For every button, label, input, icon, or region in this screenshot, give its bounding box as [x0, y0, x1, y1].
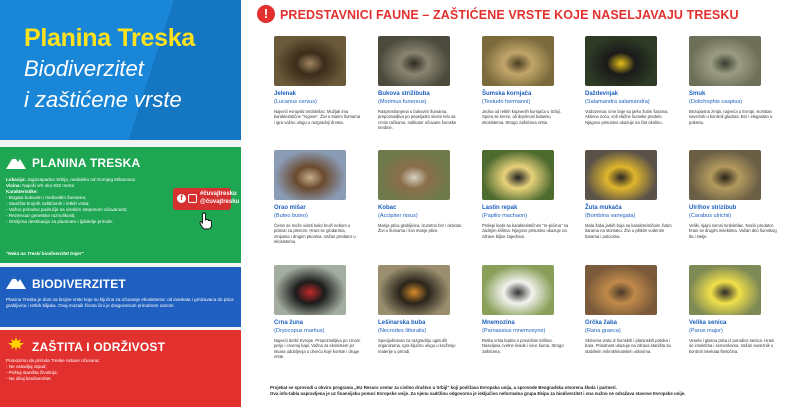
- footer-line1: Projekat se sprovodi u okviru programa „EU Resurs centar za civilno društvo u Srbiji" koji podržava Evropska unija, a sprovode Beogradska otvorena škola i partneri.: [270, 385, 617, 390]
- list-item: - Bogata bukovim i mešovitim šumama;: [6, 195, 166, 201]
- species-name: Velika senica: [689, 320, 727, 326]
- species-description: Veliki, sjajni zemni tvrdokrilac. Noćni predator, hrani se drugim insektima. Važan deo šumskog tla i stelje.: [689, 223, 777, 239]
- species-description: Manja ptica grabljivica, izuzetno brz i okretan. Živi u šumama i lovi manje ptice.: [378, 223, 463, 234]
- species-name: Mnemozina: [482, 320, 515, 326]
- footer-line2: Ova info-tabla napravljena je uz finansijsku pomoć Evropske unije. Za njenu sadržinu odgovorna je isključivo neformalna grupa Ekipa za biodiverzitet i ona nužno ne odražava stavove Evropske unije.: [270, 391, 686, 396]
- species-name: Bukova strižibuba: [378, 91, 430, 97]
- species-latin-name: (Testudo hermanni): [482, 99, 531, 105]
- woodpecker-image: [274, 265, 346, 315]
- species-description: Retka vrsta leptira s providnim krilima. Naseljava cvetne livade i ivice šuma. Strogo zaštićena.: [482, 338, 564, 354]
- species-description: Prelepi leptir sa karakterističnim "re-pićima" na zadnjim krilima. Njegovo prisustvo ukazuje na zdrave biljne zajednice.: [482, 223, 569, 239]
- species-description: Najveći evropski tvrdokrilac. Mužjak ima karakteristične "rogove". Živi u starim šumama i igra važnu ulogu u razgradnji drveta.: [274, 109, 361, 125]
- species-latin-name: (Dolichophis caspius): [689, 99, 743, 105]
- species-name: Lešinarska buba: [378, 320, 426, 326]
- hand-cursor-icon: [199, 212, 213, 230]
- species-name: Orao mišar: [274, 205, 306, 211]
- species-latin-name: (Accipiter nisus): [378, 213, 418, 219]
- apollo-butterfly-image: [482, 265, 554, 315]
- list-item: - Omiljena destinacija za planinare i ljubitelje prirode.: [6, 219, 166, 225]
- instagram-icon[interactable]: [188, 194, 197, 203]
- zastita-body: [6, 358, 156, 382]
- planina-note: "Neka na Treski biodiverzitet traje!": [6, 251, 84, 256]
- karakteristike-label: Karakteristike:: [6, 189, 38, 194]
- buzzard-image: [274, 150, 346, 200]
- page-subtitle-line1: Biodiverzitet: [24, 56, 144, 81]
- species-description: Jedna od retkih kopnenih kornjača u Srbiji. Spora se kreće, ali doprinosi balansu ekosistema. Strogo zaštićena vrsta.: [482, 109, 561, 125]
- species-description: Bezopasna zmija, najveća u Evropi. Koristan saveznik u kontroli glodara. Brz i elegantan u pokretu.: [689, 109, 773, 125]
- species-latin-name: (Bombina variegata): [585, 213, 636, 219]
- zastita-heading: ZAŠTITA I ODRŽIVOST: [32, 340, 166, 354]
- social-badge[interactable]: [173, 188, 240, 210]
- facebook-icon[interactable]: f: [177, 194, 186, 203]
- species-description: Često se može videti kako kruži nebom u potrazi za plenom. Hrani se glodarima, zmijama i drugim pticama. Važan predator u ekosistemu.: [274, 223, 356, 244]
- title-banner: [0, 0, 241, 140]
- biodiverzitet-heading: BIODIVERZITET: [32, 277, 126, 291]
- species-latin-name: (Carabus ulrichii): [689, 213, 732, 219]
- list-item: - Ne diraj biodiverzitet.: [6, 376, 156, 382]
- species-latin-name: (Buteo buteo): [274, 213, 308, 219]
- species-name: Žuta mukača: [585, 205, 622, 211]
- species-name: Jelenak: [274, 91, 297, 97]
- lokacija-label: Lokacija:: [6, 177, 26, 182]
- mountain-icon: [6, 153, 26, 169]
- section-heading: PREDSTAVNICI FAUNE – ZAŠTIĆENE VRSTE KOJE NASELJAVAJU TRESKU: [280, 8, 739, 22]
- list-item: - Rezervoar genetske raznolikosti;: [6, 213, 166, 219]
- species-name: Kobac: [378, 205, 397, 211]
- species-description: Najveći detlić Evrope. Prepoznatljiva po crnom perju i crvenoj kapi. Važna za ekosistem jer stvara udubljenja u drveću koje koriste i druge vrste.: [274, 338, 361, 359]
- species-description: Vesela i glasna ptica iz porodice senica. Hrani se insektima i semenkama. Važan saveznik u kontroli insekata štetočina.: [689, 338, 775, 354]
- page-title: Planina Treska: [24, 24, 195, 52]
- lokacija-value: Jugozapadna Srbija, nedaleko od Gornjeg Milanovca: [27, 177, 135, 182]
- toad-image: [585, 150, 657, 200]
- species-name: Smuk: [689, 91, 706, 97]
- visina-label: Visina:: [6, 183, 21, 188]
- biodiverzitet-text: Planina Treska je dom za brojne vrste koje su ključne za očuvanje ekosistema: od insekata i gmizavaca do ptica grabljivica i retkih biljaka. Ovaj mozaik života čini je dragocenom prirodnom oazom.: [6, 297, 234, 308]
- zastita-section: [0, 330, 241, 407]
- leaf-icon: [6, 336, 26, 352]
- species-description: Mala žaba jarkih boja sa karakterističnim žutim šarama na stomaku. Živi u plitkim vodenim barama i potocima.: [585, 223, 672, 239]
- great-tit-image: [689, 265, 761, 315]
- species-latin-name: (Dryocopus martius): [274, 328, 325, 334]
- species-latin-name: (Lucanus cervus): [274, 99, 317, 105]
- longhorn-beetle-image: [378, 36, 450, 86]
- species-description: Specijalizovan za razgradnju uginulih organizama. Igra ključnu ulogu u kruženju materije u prirodi.: [378, 338, 456, 354]
- tortoise-image: [482, 36, 554, 86]
- list-item: - Staništa brojnih zaštićenih i retkih vrsta;: [6, 201, 166, 207]
- zastita-intro: Pomozimo da priroda Treske ostane očuvana:: [6, 358, 100, 363]
- species-latin-name: (Parnassius mnemosyne): [482, 328, 546, 334]
- snake-image: [689, 36, 761, 86]
- footer: [270, 385, 785, 397]
- planina-heading: PLANINA TRESKA: [32, 156, 141, 170]
- species-latin-name: (Necrodes littoralis): [378, 328, 427, 334]
- ground-beetle-image: [689, 150, 761, 200]
- species-latin-name: (Salamandra salamandra): [585, 99, 650, 105]
- species-name: Ulrihov strizibub: [689, 205, 737, 211]
- exclamation-icon: !: [257, 5, 275, 23]
- page-subtitle-line2: i zaštićene vrste: [24, 87, 182, 112]
- mountain-icon: [6, 273, 26, 289]
- species-latin-name: (Rana graeca): [585, 328, 621, 334]
- species-description: Rasprostranjena u bukovim šumama, prepoznatljiva po pepeljasto sivom telu sa crnim tačkama. Indikator očuvane šumske sredine.: [378, 109, 457, 130]
- species-name: Crna žuna: [274, 320, 304, 326]
- zastita-list: [6, 364, 156, 382]
- left-panel: [0, 0, 241, 407]
- species-name: Lastin repak: [482, 205, 518, 211]
- sparrowhawk-image: [378, 150, 450, 200]
- planina-info: [6, 177, 166, 225]
- handle: @čuvajtresku: [200, 199, 240, 205]
- carrion-beetle-image: [378, 265, 450, 315]
- salamander-image: [585, 36, 657, 86]
- karakteristike-list: [6, 195, 166, 225]
- species-latin-name: (Parus major): [689, 328, 723, 334]
- biodiverzitet-section: [0, 267, 241, 327]
- species-description: Skrivena vrsta iz šumskih i planinskih potoka i bara. Prisutnost ukazuje na zdrava staništa sa stabilnim mikroklimatskim uslovima.: [585, 338, 671, 354]
- stag-beetle-image: [274, 36, 346, 86]
- hashtag: #čuvajtresku: [200, 191, 237, 197]
- list-item: - Ne ostavljaj otpad;: [6, 364, 156, 370]
- species-name: Grčka žaba: [585, 320, 618, 326]
- species-name: Daždevnjak: [585, 91, 619, 97]
- species-description: Vodozemac crne boje sa jarko žutim šarama. Aktivna noću, voli vlažne šumske predele. Njegovo prisustvo ukazuje na čist okolinu.: [585, 109, 669, 125]
- species-latin-name: (Morimus funereus): [378, 99, 427, 105]
- species-latin-name: (Papilio machaon): [482, 213, 528, 219]
- species-name: Šumska kornjača: [482, 91, 532, 97]
- swallowtail-image: [482, 150, 554, 200]
- visina-value: Najviši vrh oko 632 metra: [22, 183, 75, 188]
- list-item: - Važno prirodno područje sa visokim stepenom očuvanosti;: [6, 207, 166, 213]
- frog-image: [585, 265, 657, 315]
- list-item: - Poštuj staništa životinja;: [6, 370, 156, 376]
